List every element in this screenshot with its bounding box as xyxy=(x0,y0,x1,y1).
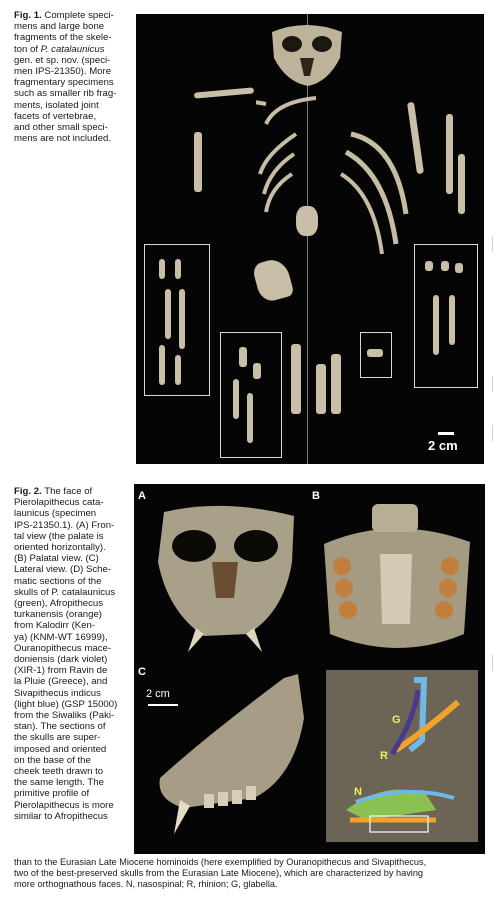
fig2-caption xyxy=(14,486,126,822)
fig1-line-2: fragments of the skele- xyxy=(14,32,112,44)
foot-box-right xyxy=(414,244,478,388)
fig2-tail-line-2: more orthognathous faces. N, nasospinal; R, rhinion; G, glabella. xyxy=(14,879,278,889)
fig2-line-7: Lateral view. (D) Sche- xyxy=(14,564,112,576)
overlay-label-r: R xyxy=(380,750,388,762)
skull-fragment xyxy=(266,22,348,90)
fig2-line-0: The face of xyxy=(44,486,93,497)
fig2-line-26: the same length. The xyxy=(14,777,104,789)
fig1-line-5: men IPS-21350). More xyxy=(14,66,112,78)
fig1-line-9: facets of vertebrae, xyxy=(14,110,97,122)
fig1-caption xyxy=(14,10,126,144)
fig2-line-19: (light blue) (GSP 15000) xyxy=(14,698,118,710)
overlay-label-g: G xyxy=(392,714,401,726)
fig2-line-17: la Pluie (Greece), and xyxy=(14,676,108,688)
foot-box-small xyxy=(360,332,392,378)
fig1-line-8: ments, isolated joint xyxy=(14,99,99,111)
vertebra-fragment xyxy=(296,206,318,236)
margin-marker xyxy=(492,376,493,392)
panel-label-c: C xyxy=(138,666,146,678)
fig1-line-0: Complete speci- xyxy=(44,10,114,21)
fig1-line-6: fragmentary specimens xyxy=(14,77,114,89)
hand-box-left xyxy=(144,244,210,396)
fig2-line-23: imposed and oriented xyxy=(14,743,107,755)
schematic-overlay xyxy=(326,670,478,842)
fig2-tail-line-1: two of the best-preserved skulls from the Eurasian Late Miocene), which are characterized by having xyxy=(14,868,424,878)
panel-label-b: B xyxy=(312,490,320,502)
rib-bones xyxy=(256,94,416,274)
fig1-line-1: mens and large bone xyxy=(14,21,105,33)
fig2-line-3: IPS-21350.1). (A) Fron- xyxy=(14,519,115,531)
fig2-line-15: doniensis (dark violet) xyxy=(14,654,108,666)
fig2-line-24: on the base of the xyxy=(14,754,91,766)
palatal-view-skull xyxy=(314,494,480,664)
limb-bone xyxy=(194,132,202,192)
fig2-line-21: stan). The sections of xyxy=(14,721,106,733)
fig2-line-8: matic sections of the xyxy=(14,575,102,587)
limb-bone xyxy=(194,87,254,98)
panel-label-a: A xyxy=(138,490,146,502)
fig2-label: Fig. 2. xyxy=(14,486,42,497)
fig2-line-2: launicus (specimen xyxy=(14,508,97,520)
lateral-view-skull xyxy=(144,668,334,838)
limb-bone xyxy=(291,344,301,414)
limb-bone xyxy=(458,154,465,214)
schematic-sections-panel xyxy=(326,670,478,842)
fig2-line-14: Ouranopithecus mace- xyxy=(14,642,112,654)
fig2-line-6: (B) Palatal view. (C) xyxy=(14,553,99,565)
fig1-label: Fig. 1. xyxy=(14,10,42,21)
limb-bone xyxy=(316,364,326,414)
fig2-line-20: from the Siwaliks (Paki- xyxy=(14,710,115,722)
margin-marker xyxy=(492,236,493,252)
fig2-scale-label: 2 cm xyxy=(146,688,170,700)
limb-bone xyxy=(331,354,341,414)
fig2-line-25: cheek teeth drawn to xyxy=(14,766,104,778)
fig2-tail-line-0: than to the Eurasian Late Miocene hominoids (here exemplified by Ouranopithecus and Sivapithecus, xyxy=(14,857,427,867)
frontal-view-skull xyxy=(144,502,304,662)
overlay-label-n: N xyxy=(354,786,362,798)
fig2-line-18: Sivapithecus indicus xyxy=(14,687,101,699)
fig2-line-16: (XIR-1) from Ravin de xyxy=(14,665,108,677)
fig2-line-9: skulls of P. catalaunicus xyxy=(14,586,116,598)
fig1-line-11: mens are not included. xyxy=(14,133,112,145)
fig2-skull-photos xyxy=(134,484,485,854)
scale-label: 2 cm xyxy=(428,438,458,453)
fig1-line-7: such as smaller rib frag- xyxy=(14,88,117,100)
fig1-line-4: gen. et sp. nov. (speci- xyxy=(14,54,111,66)
fig1-line-10: and other small speci- xyxy=(14,122,108,134)
fig2-line-29: similar to Afropithecus xyxy=(14,810,108,822)
fig2-caption-tail xyxy=(14,857,494,890)
fig2-line-10: (green), Afropithecus xyxy=(14,598,104,610)
fig2-line-28: Pierolapithecus is more xyxy=(14,799,114,811)
hand-box-center xyxy=(220,332,282,458)
fig2-line-4: tal view (the palate is xyxy=(14,530,104,542)
fig2-line-13: ya) (KNM-WT 16999), xyxy=(14,631,108,643)
fig2-line-5: oriented horizontally). xyxy=(14,542,106,554)
fig2-line-1: Pierolapithecus cata- xyxy=(14,497,104,509)
fig1-line-3: ton of xyxy=(14,43,41,55)
limb-bone xyxy=(446,114,453,194)
scale-bar xyxy=(438,432,454,435)
fig1-species: P. catalaunicus xyxy=(40,43,105,55)
fig2-line-12: from Kalodirr (Ken- xyxy=(14,620,96,632)
fig1-skeleton-photo xyxy=(136,14,484,464)
fig2-scale-bar xyxy=(148,704,178,706)
margin-marker xyxy=(492,425,493,441)
fig2-line-22: the skulls are super- xyxy=(14,732,101,744)
fig2-line-27: primitive profile of xyxy=(14,788,90,800)
fig2-line-11: turkanensis (orange) xyxy=(14,609,102,621)
margin-marker xyxy=(492,655,493,671)
